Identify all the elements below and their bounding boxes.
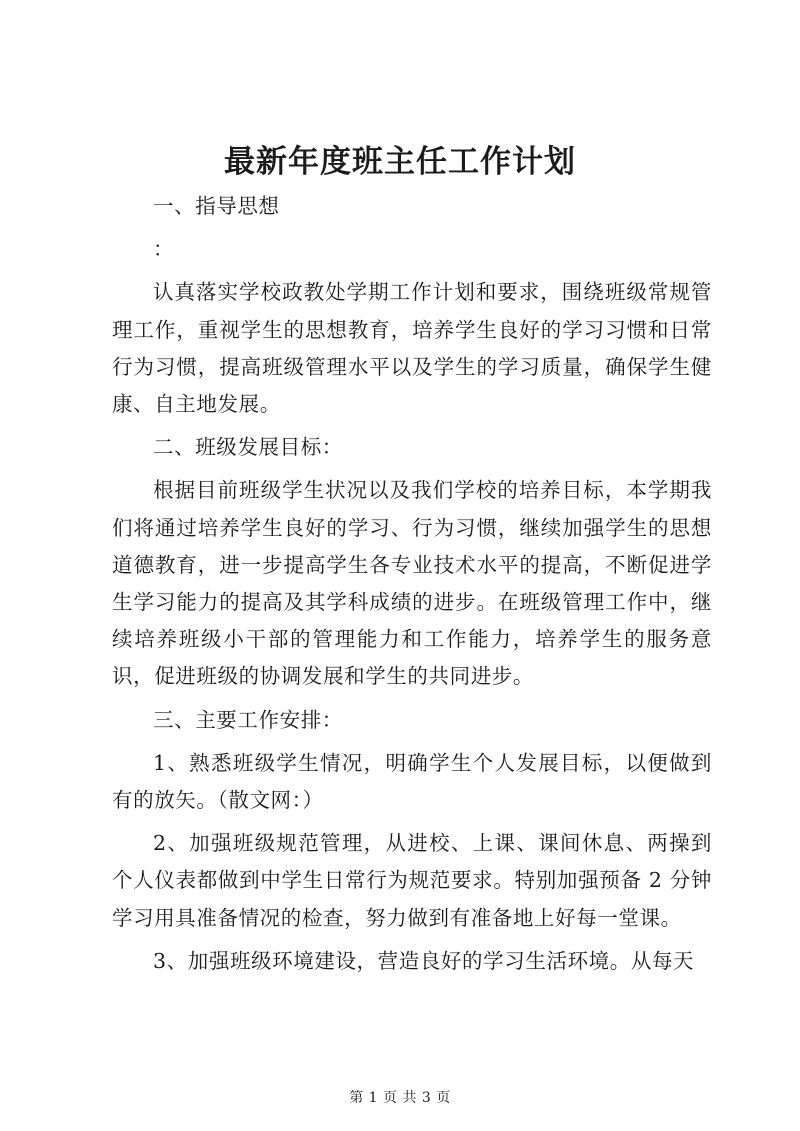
document-title: 最新年度班主任工作计划 xyxy=(224,144,576,180)
list-item-2: 2、加强班级规范管理，从进校、上课、课间休息、两操到个人仪表都做到中学生日常行为规范要求。特别加强预备 2 分钟学习用具准备情况的检查，努力做到有准备地上好每一堂课。 xyxy=(112,831,712,930)
page-footer: 第 1 页 共 3 页 xyxy=(349,1090,451,1106)
paragraph-guiding-ideology: 认真落实学校政教处学期工作计划和要求，围绕班级常规管理工作，重视学生的思想教育，培养学生良好的学习习惯和日常行为习惯，提高班级管理水平以及学生的学习质量，确保学生健康、自主地发展。 xyxy=(112,280,712,417)
section-heading-main-work: 三、主要工作安排： xyxy=(153,707,343,732)
list-item-1: 1、熟悉班级学生情况，明确学生个人发展目标，以便做到有的放矢。（散文网：） xyxy=(112,750,712,813)
document-body xyxy=(112,188,712,980)
paragraph-class-goals: 根据目前班级学生状况以及我们学校的培养目标，本学期我们将通过培养学生良好的学习、行为习惯，继续加强学生的思想道德教育，进一步提高学生各专业技术水平的提高，不断促进学生学习能力的提高及其学科成绩的进步。在班级管理工作中，继续培养班级小干部的管理能力和工作能力，培养学生的服务意识，促进班级的协调发展和学生的共同进步。 xyxy=(112,478,712,689)
list-item-3: 3、加强班级环境建设，营造良好的学习生活环境。从每天 xyxy=(153,948,695,973)
section-heading-guiding-ideology: 一、指导思想 xyxy=(153,194,280,218)
section-heading-class-goals: 二、班级发展目标： xyxy=(153,435,343,460)
paragraph-colon: ： xyxy=(153,237,175,262)
